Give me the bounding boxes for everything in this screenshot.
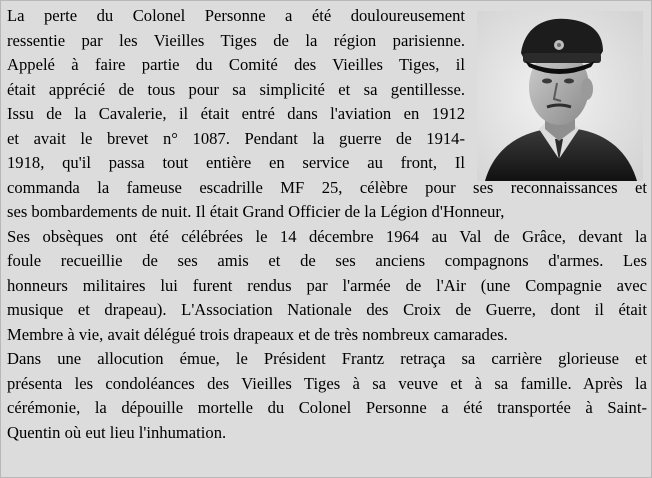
text-line: foule recueillie de ses amis et de ses anciens compagnons d'armes. Les <box>7 251 647 270</box>
text-line: était apprécié de tous pour sa simplicité et sa gentillesse. <box>7 79 465 99</box>
text-line: commanda la fameuse escadrille MF 25, célèbre pour ses reconnaissances et <box>7 177 647 197</box>
text-line: et avait le brevet n° 1087. Pendant la guerre de 1914- <box>7 128 465 148</box>
text-line: Issu de la Cavalerie, il était entré dans l'aviation en 1912 <box>7 104 465 123</box>
text-line: présenta les condoléances des Vieilles Tiges à sa veuve et à sa famille. Après la <box>7 373 647 393</box>
text-line: Membre à vie, avait délégué trois drapeaux et de très nombreux camarades. <box>7 324 508 344</box>
text-line: musique et drapeau). L'Association Nationale des Croix de Guerre, dont il était <box>7 300 647 319</box>
text-line: ses bombardements de nuit. Il était Grand Officier de la Légion d'Honneur, <box>7 202 505 221</box>
text-line: Appelé à faire partie du Comité des Vieilles Tiges, il <box>7 55 465 74</box>
article-text <box>7 4 647 445</box>
text-line: honneurs militaires lui furent rendus par l'armée de l'Air (une Compagnie avec <box>7 275 647 295</box>
text-line: ressentie par les Vieilles Tiges de la région parisienne. <box>7 30 465 50</box>
text-line: Ses obsèques ont été célébrées le 14 décembre 1964 au Val de Grâce, devant la <box>7 226 647 246</box>
text-line: Dans une allocution émue, le Président Frantz retraça sa carrière glorieuse et <box>7 349 647 368</box>
text-line: cérémonie, la dépouille mortelle du Colonel Personne a été transportée à Saint- <box>7 398 647 417</box>
text-line: Quentin où eut lieu l'inhumation. <box>7 422 227 442</box>
text-line: 1918, qu'il passa tout entière en service au front, Il <box>7 153 465 172</box>
text-line: La perte du Colonel Personne a été douloureusement <box>7 6 465 25</box>
